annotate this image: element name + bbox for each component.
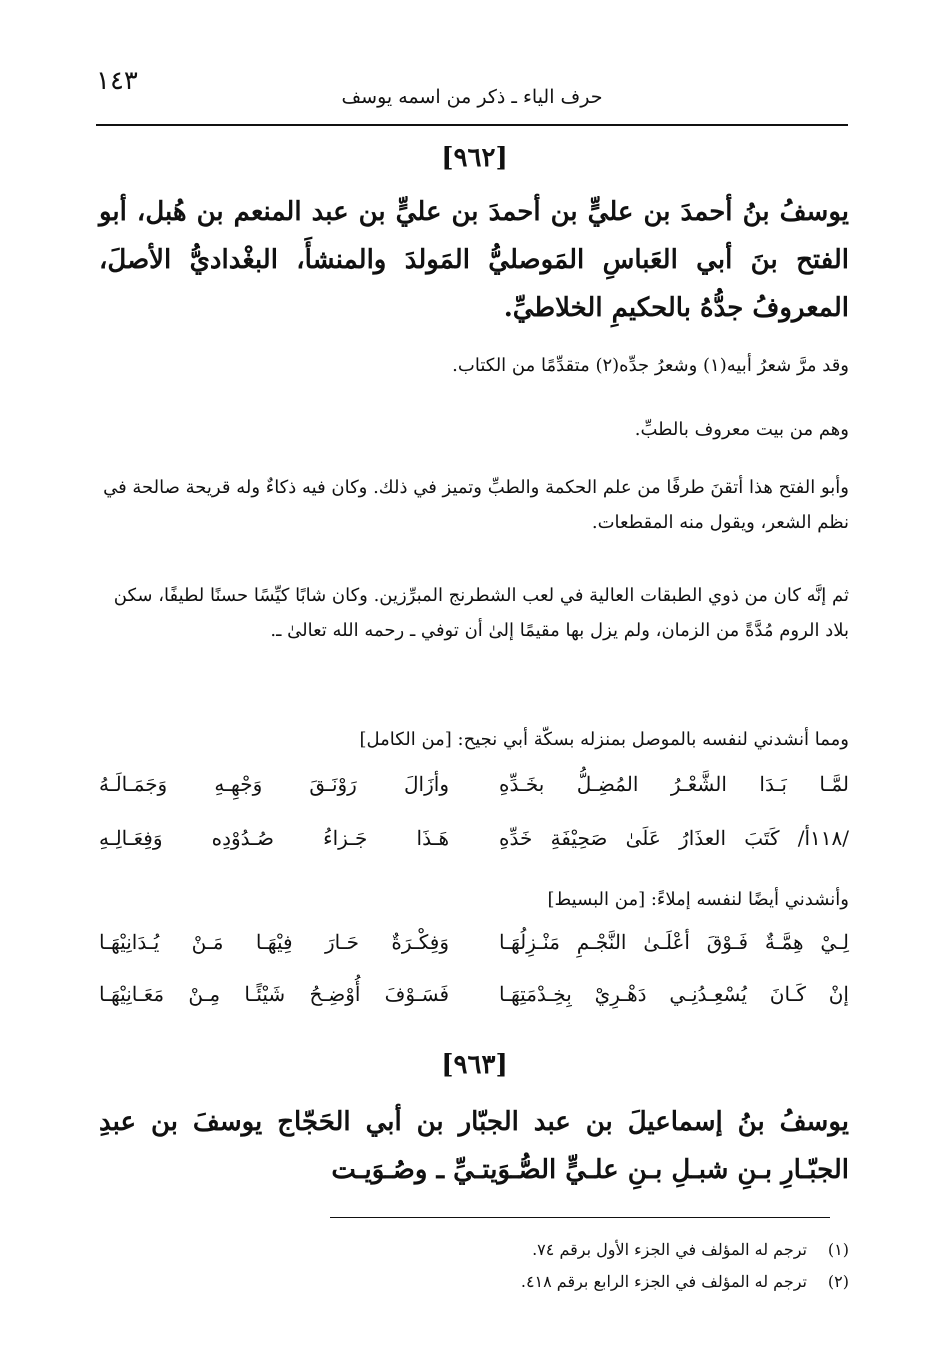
footnote-number: (١) [827, 1240, 849, 1259]
entry-number-963: [٩٦٣] [441, 1050, 508, 1080]
page-number: ١٤٣ [96, 66, 138, 96]
second-hemistich: وأزَالَ رَوْنَـقَ وَجْهِـهِ وَجَمَـالَـهُ [99, 772, 449, 796]
footnote [99, 1272, 849, 1291]
verse-row [99, 826, 849, 866]
second-hemistich: هَـذَا جَـزاءُ صُـدُوْدِه وَفِعَـالِـهِ [99, 826, 449, 850]
second-hemistich: وَفِكْـرَةٌ حَـارَ فِيْهَـا مَـنْ يُـدَانِيْهَـا [99, 930, 449, 954]
verse-row [99, 982, 849, 1022]
footnote-rule [330, 1217, 830, 1218]
first-hemistich: لِـيْ هِمَّـةٌ فَـوْقَ أعْلَـىٰ النَّجْـمِ مَنْـزِلُهَـا [499, 930, 849, 954]
paragraph: وأبو الفتح هذا أتقنَ طرفًا من علم الحكمة والطبِّ وتميز في ذلك. وكان فيه ذكاءٌ وله قريحة صالحة في نظم الشعر، ويقول منه المقطعات. [103, 477, 849, 533]
entry-number-962: [٩٦٢] [441, 143, 508, 173]
footnote [99, 1240, 849, 1259]
paragraph: وهم من بيت معروف بالطبِّ. [634, 419, 849, 440]
footnote-text: ترجم له المؤلف في الجزء الرابع برقم ٤١٨. [520, 1272, 807, 1291]
poem-intro: ومما أنشدني لنفسه بالموصل بمنزله بسكّة أبي نجيح: [من الكامل] [359, 729, 849, 750]
running-title: حرف الياء ـ ذكر من اسمه يوسف [341, 86, 603, 108]
paragraph: ثم إنَّه كان من ذوي الطبقات العالية في لعب الشطرنج المبرِّزين. وكان شابًا كيِّسًا حسنًا لطيفًا، سكن بلاد الروم مُدَّةً من الزمان، ولم يزل بها مقيمًا إلىٰ أن توفي ـ رحمه الله تعالىٰ ـ. [113, 585, 849, 641]
first-hemistich: لمَّـا بَـدَا الشَّعْـرُ المُضِـلُّ بخَـدِّهِ [499, 772, 849, 796]
verse-row [99, 930, 849, 970]
entry-heading-962: يوسفُ بنُ أحمدَ بن عليٍّ بن أحمدَ بن عليٍّ بن عبد المنعم بن هُبل، أبو الفتح بنَ أبي العَباسِ المَوصليُّ المَولدَ والمنشأَ، البغْداديُّ الأصلَ، المعروفُ جدُّهُ بالحكيمِ الخلاطيِّ. [99, 197, 849, 323]
paragraph: وقد مرَّ شعرُ أبيه(١) وشعرُ جدِّه(٢) متقدِّمًا من الكتاب. [452, 355, 849, 376]
footnote-text: ترجم له المؤلف في الجزء الأول برقم ٧٤. [532, 1240, 807, 1259]
second-hemistich: فَسَـوْفَ أُوْضِـحُ شَيْئًـا مِـنْ مَعَـانِيْهَـا [99, 982, 449, 1006]
entry-heading-963: يوسفُ بنُ إسماعيلَ بن عبد الجبّار بن أبي الحَجّاج يوسفَ بن عبدِ الجبّـارِ بـنِ شبـلِ بـنِ علـيٍّ الصُّـوَيتـيِّ ـ وصُـوَيـت [99, 1107, 849, 1185]
header-rule [96, 124, 848, 126]
poem-intro: وأنشدني أيضًا لنفسه إملاءً: [من البسيط] [547, 889, 849, 910]
first-hemistich: إنْ كَـانَ يُسْعِـدُنِـي دَهْـرِيْ بِخِـدْمَتِهَـا [499, 982, 849, 1006]
verse-row [99, 772, 849, 812]
footnote-number: (٢) [827, 1272, 849, 1291]
first-hemistich: /١١٨أ/ كَتَبَ العذَارُ عَلَىٰ صَحِيْفَةِ خَدِّهِ [499, 826, 849, 850]
